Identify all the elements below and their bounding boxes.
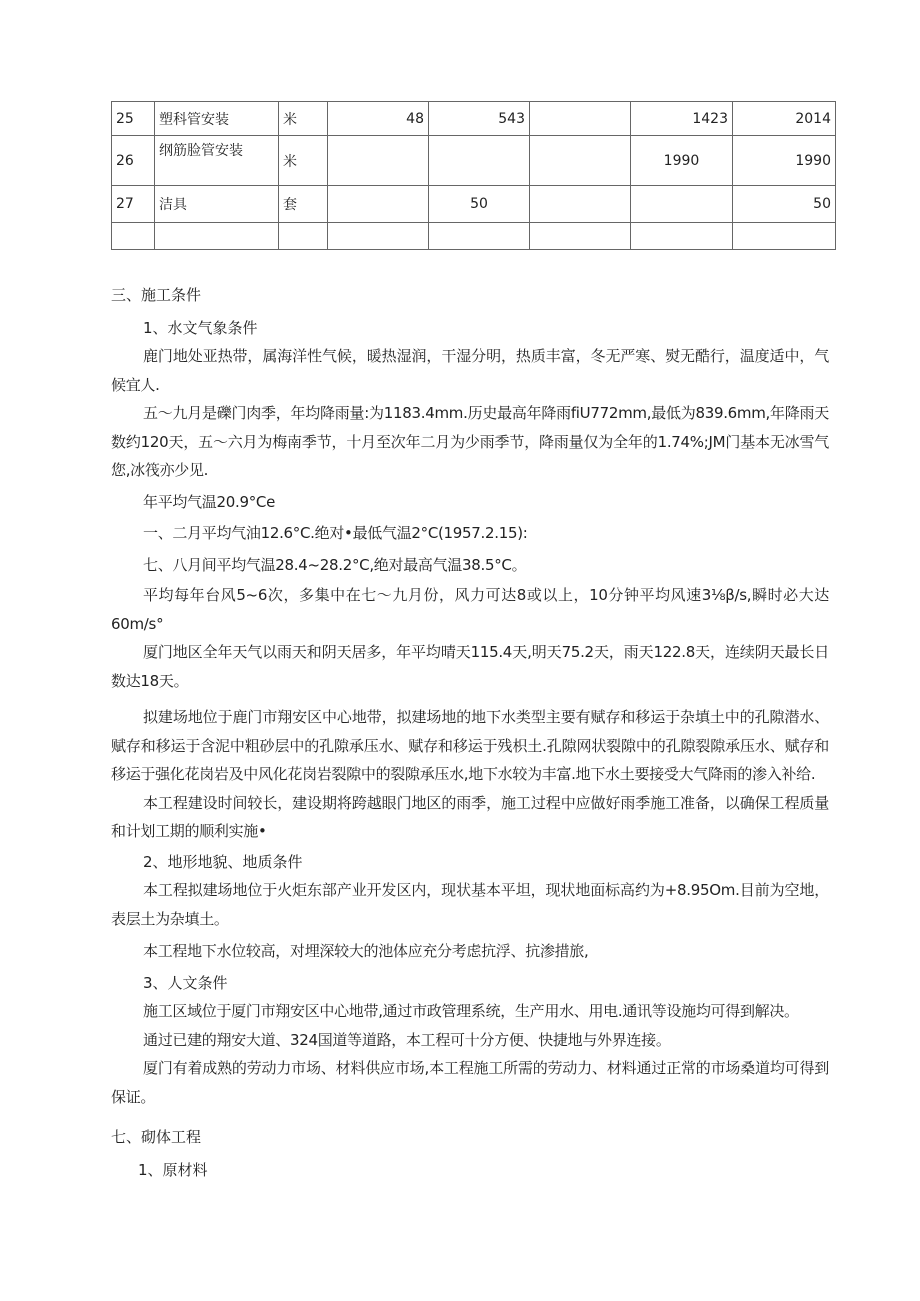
table-cell: 1990: [733, 136, 836, 186]
table-cell: [530, 223, 631, 250]
table-cell: [429, 223, 530, 250]
table-row: [112, 102, 836, 136]
table-cell: 洁具: [155, 186, 279, 223]
subsection-heading: 1、原材料: [138, 1160, 208, 1179]
table-cell: [733, 223, 836, 250]
quantity-table: [111, 101, 836, 250]
table-cell: [530, 136, 631, 186]
paragraph: 厦门有着成熟的劳动力市场、材料供应市场,本工程施工所需的劳动力、材料通过正常的市场桑道均可得到保证。: [111, 1059, 829, 1106]
table-cell: 1990: [631, 136, 733, 186]
paragraph: 七、八月间平均气温28.4~28.2°C,绝对最高气温38.5°C。: [143, 555, 527, 574]
table-cell: [530, 102, 631, 136]
table-cell: 543: [429, 102, 530, 136]
table-cell: 25: [112, 102, 155, 136]
table-cell: [155, 223, 279, 250]
table-cell: 1423: [631, 102, 733, 136]
table-cell: 48: [328, 102, 429, 136]
paragraph: 本工程地下水位较高，对埋深较大的池体应充分考虑抗浮、抗渗措旅,: [143, 942, 589, 960]
table-cell: 塑科管安装: [155, 102, 279, 136]
paragraph: 本工程拟建场地位于火炬东部产业开发区内，现状基本平坦，现状地面标高约为+8.95Om.目前为空地，表层土为杂填土。: [111, 881, 829, 928]
table-cell: 米: [279, 102, 328, 136]
table-cell: 纲筋脸管安装: [155, 136, 279, 186]
table-cell: 2014: [733, 102, 836, 136]
paragraph: 一、二月平均气油12.6°C.绝对•最低气温2°C(1957.2.15):: [143, 524, 528, 542]
table-cell: 50: [733, 186, 836, 223]
table-cell: [112, 223, 155, 250]
table-cell: [328, 136, 429, 186]
paragraph: 拟建场地位于鹿门市翔安区中心地带，拟建场地的地下水类型主要有赋存和移运于杂填土中的孔隙潜水、赋存和移运于含泥中粗砂层中的孔隙承压水、赋存和移运于残枳土.孔隙网状裂隙中的孔隙裂隙承压水、赋存和移运于强化花岗岩及中风化花岗岩裂隙中的裂隙承压水,地下水较为丰富.地下水土要接受大气降雨的渗入补给.: [111, 708, 829, 783]
paragraph: 施工区域位于厦门市翔安区中心地带,通过市政管理系统，生产用水、用电.通讯等设施均可得到解决。: [143, 1002, 799, 1020]
section-heading: 七、砌体工程: [111, 1128, 202, 1146]
paragraph: 年平均气温20.9°Ce: [143, 492, 276, 511]
paragraph: 五〜九月是礫门肉季，年均降雨量:为1183.4mm.历史最高年降雨fiU772mm,最低为839.6mm,年降雨天数约120天，五〜六月为梅南季节，十月至次年二月为少雨季节，降雨量仅为全年的1.74%;JM门基本无冰雪气您,冰筏亦少见.: [111, 404, 829, 479]
subsection-heading: 3、人文条件: [143, 973, 228, 992]
table-cell: [328, 223, 429, 250]
table-cell: 套: [279, 186, 328, 223]
document-body: [111, 281, 829, 1184]
table-cell: [631, 186, 733, 223]
table-row: [112, 186, 836, 223]
paragraph: 厦门地区全年天气以雨天和阴天居多，年平均晴天115.4天,明天75.2天，雨天122.8天，连续阴天最长日数达18天。: [111, 643, 829, 690]
paragraph: 通过已建的翔安大道、324国道等道路，本工程可十分方便、快捷地与外界连接。: [143, 1030, 671, 1049]
table-cell: [429, 136, 530, 186]
table-cell: 米: [279, 136, 328, 186]
paragraph: 本工程建设时间较长，建设期将跨越眼门地区的雨季，施工过程中应做好雨季施工准备，以确保工程质量和计划工期的顺利实施•: [111, 793, 829, 840]
table-row: [112, 223, 836, 250]
table-row: [112, 136, 836, 186]
table-cell: [631, 223, 733, 250]
section-heading: 三、施工条件: [111, 286, 202, 304]
subsection-heading: 2、地形地貌、地质条件: [143, 852, 303, 871]
table-cell: [328, 186, 429, 223]
table-cell: 27: [112, 186, 155, 223]
table-cell: 26: [112, 136, 155, 186]
table-cell: [530, 186, 631, 223]
table-cell: 50: [429, 186, 530, 223]
subsection-heading: 1、水文气象条件: [143, 318, 258, 337]
table-cell: [279, 223, 328, 250]
paragraph: 鹿门地处亚热带，属海洋性气候，暖热湿润，干湿分明，热质丰富，冬无严寒、熨无酷行，温度适中，气候宜人.: [111, 347, 829, 394]
paragraph: 平均每年台风5~6次，多集中在七〜九月份，风力可达8或以上，10分钟平均风速3⅛β/s,瞬时必大达60m∕s°: [111, 586, 829, 633]
